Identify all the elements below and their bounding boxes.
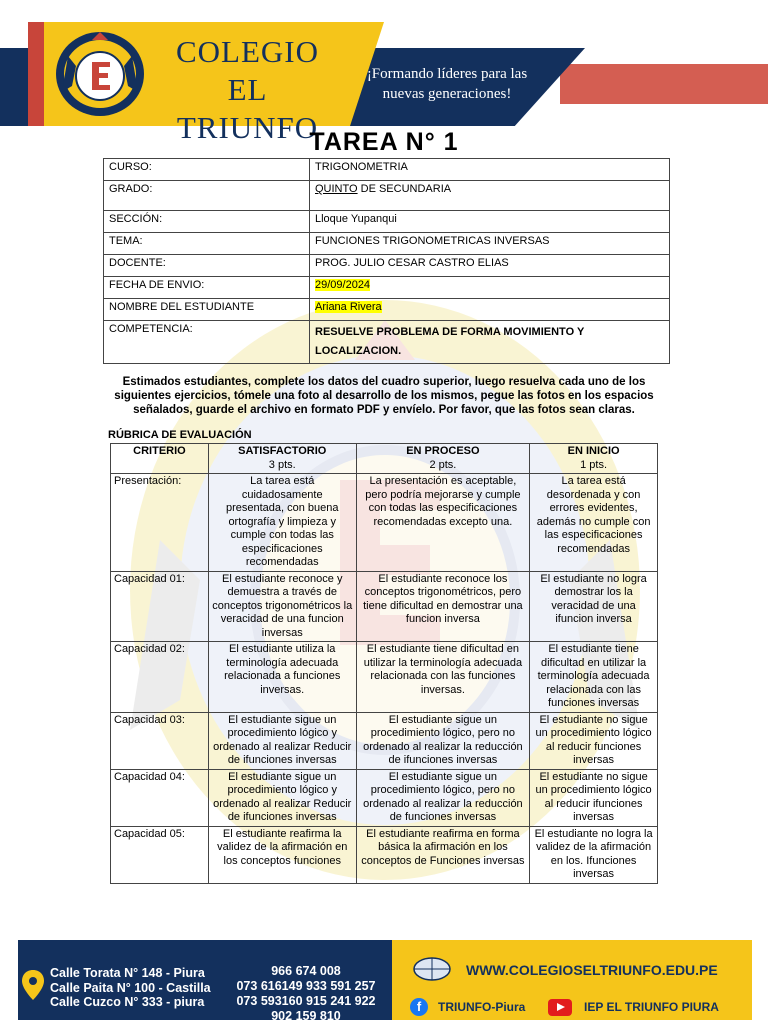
footer-addresses bbox=[50, 966, 211, 1010]
rubric-en-proceso: El estudiante reconoce los conceptos trigonométricos, pero tiene dificultad en demostrar una funcion inversa bbox=[356, 571, 530, 642]
footer-phones bbox=[222, 964, 390, 1024]
phone-line: 073 616149 933 591 257 bbox=[236, 979, 376, 993]
info-label: FECHA DE ENVIO: bbox=[104, 277, 310, 299]
date-value: 29/09/2024 bbox=[315, 279, 371, 291]
info-row-competencia bbox=[104, 321, 670, 364]
facebook-icon[interactable]: f bbox=[410, 998, 428, 1016]
rubric-criterio: Capacidad 01: bbox=[111, 571, 209, 642]
info-value: TRIGONOMETRIA bbox=[310, 159, 670, 181]
info-value bbox=[310, 181, 670, 211]
info-value: PROG. JULIO CESAR CASTRO ELIAS bbox=[310, 255, 670, 277]
info-label: NOMBRE DEL ESTUDIANTE bbox=[104, 299, 310, 321]
page-footer bbox=[0, 932, 768, 1024]
rubric-en-proceso: El estudiante tiene dificultad en utilizar la terminología adecuada relacionada con las funciones inversas. bbox=[356, 642, 530, 713]
info-row-grado bbox=[104, 181, 670, 211]
info-row-seccion bbox=[104, 211, 670, 233]
instructions-paragraph: Estimados estudiantes, complete los datos del cuadro superior, luego resuelva cada uno de los siguientes ejercicios, tómele una foto al desarrollo de los mismos, pegue las fotos en los espacios señalados, guarde el archivo en formato PDF y envíelo. Por favor, que las fotos sean claras. bbox=[114, 376, 654, 416]
address-line: Calle Paita N° 100 - Castilla bbox=[50, 980, 211, 995]
rubric-satisfactorio: El estudiante utiliza la terminología adecuada relacionada a funciones inversas. bbox=[208, 642, 356, 713]
rubric-row bbox=[111, 474, 658, 572]
rubric-en-inicio: El estudiante no logra la validez de la afirmación en los. Ifunciones inversas bbox=[530, 826, 658, 883]
rubric-en-inicio: El estudiante no logra demostrar los la veracidad de una ifuncion inversa bbox=[530, 571, 658, 642]
info-row-estudiante bbox=[104, 299, 670, 321]
rubric-en-proceso: La presentación es aceptable, pero podría mejorarse y cumple con todas las especificaciones recomendadas excepto una. bbox=[356, 474, 530, 572]
rubric-en-inicio: El estudiante tiene dificultad en utilizar la terminología adecuada relacionada con las funciones inversas bbox=[530, 642, 658, 713]
info-row-tema bbox=[104, 233, 670, 255]
rubric-criterio: Presentación: bbox=[111, 474, 209, 572]
info-label: SECCIÓN: bbox=[104, 211, 310, 233]
address-line: Calle Torata N° 148 - Piura bbox=[50, 966, 205, 980]
globe-icon bbox=[412, 956, 452, 982]
youtube-link[interactable]: IEP EL TRIUNFO PIURA bbox=[584, 1000, 719, 1014]
location-pin-icon bbox=[22, 970, 44, 1000]
info-value bbox=[310, 277, 670, 299]
rubric-header-criterio: CRITERIO bbox=[111, 444, 209, 474]
info-label: COMPETENCIA: bbox=[104, 321, 310, 364]
address-line: Calle Cuzco N° 333 - piura bbox=[50, 995, 205, 1009]
info-label: TEMA: bbox=[104, 233, 310, 255]
phone-line: 902 159 810 bbox=[271, 1009, 341, 1023]
document-title: TAREA N° 1 bbox=[309, 128, 459, 156]
info-label: GRADO: bbox=[104, 181, 310, 211]
rubric-table bbox=[110, 443, 658, 884]
rubric-satisfactorio: El estudiante sigue un procedimiento lógico y ordenado al realizar Reducir de ifunciones inversas bbox=[208, 769, 356, 826]
rubric-en-proceso: El estudiante sigue un procedimiento lógico, pero no ordenado al realizar la reducción de funciones inversas bbox=[356, 769, 530, 826]
phone-line: 073 593160 915 241 922 bbox=[236, 994, 376, 1008]
info-value: Lloque Yupanqui bbox=[310, 211, 670, 233]
rubric-en-inicio: El estudiante no sigue un procedimiento lógico al reducir ifunciones inversas bbox=[530, 769, 658, 826]
student-info-table bbox=[103, 158, 670, 364]
rubric-criterio: Capacidad 04: bbox=[111, 769, 209, 826]
rubric-satisfactorio: La tarea está cuidadosamente presentada, con buena ortografía y limpieza y cumple con todas las especificaciones recomendadas bbox=[208, 474, 356, 572]
rubric-satisfactorio: El estudiante reafirma la validez de la afirmación en los conceptos funciones bbox=[208, 826, 356, 883]
rubric-criterio: Capacidad 03: bbox=[111, 712, 209, 769]
info-value: RESUELVE PROBLEMA DE FORMA MOVIMIENTO Y LOCALIZACION. bbox=[310, 321, 670, 364]
header-accent-bar bbox=[560, 64, 768, 104]
school-motto: ¡Formando líderes para las nuevas generaciones! bbox=[366, 66, 528, 102]
rubric-row bbox=[111, 826, 658, 883]
rubric-en-inicio: El estudiante no sigue un procedimiento lógico al reducir funciones inversas bbox=[530, 712, 658, 769]
school-name: COLEGIO EL TRIUNFO bbox=[175, 34, 320, 145]
school-crest-logo bbox=[50, 26, 150, 122]
header-red-stripe bbox=[28, 22, 46, 126]
rubric-title: RÚBRICA DE EVALUACIÓN bbox=[108, 429, 252, 441]
info-label: DOCENTE: bbox=[104, 255, 310, 277]
phone-line: 966 674 008 bbox=[271, 964, 341, 978]
rubric-header-en-inicio: EN INICIO 1 pts. bbox=[530, 444, 658, 474]
rubric-header-row bbox=[111, 444, 658, 474]
rubric-criterio: Capacidad 05: bbox=[111, 826, 209, 883]
info-row-fecha bbox=[104, 277, 670, 299]
rubric-header-satisfactorio: SATISFACTORIO 3 pts. bbox=[208, 444, 356, 474]
info-row-curso bbox=[104, 159, 670, 181]
grade-rest: DE SECUNDARIA bbox=[357, 183, 452, 195]
rubric-criterio: Capacidad 02: bbox=[111, 642, 209, 713]
info-row-docente bbox=[104, 255, 670, 277]
rubric-en-inicio: La tarea está desordenada y con errores evidentes, además no cumple con las especificaciones recomendadas bbox=[530, 474, 658, 572]
rubric-satisfactorio: El estudiante reconoce y demuestra a través de conceptos trigonométricos la veracidad de una funcion inversas bbox=[208, 571, 356, 642]
rubric-row bbox=[111, 712, 658, 769]
info-value: FUNCIONES TRIGONOMETRICAS INVERSAS bbox=[310, 233, 670, 255]
info-label: CURSO: bbox=[104, 159, 310, 181]
grade-underlined: QUINTO bbox=[315, 183, 358, 195]
rubric-en-proceso: El estudiante reafirma en forma básica la afirmación en los conceptos de Funciones inversas bbox=[356, 826, 530, 883]
rubric-en-proceso: El estudiante sigue un procedimiento lógico, pero no ordenado al realizar la reducción de ifunciones inversas bbox=[356, 712, 530, 769]
website-link[interactable]: WWW.COLEGIOSELTRIUNFO.EDU.PE bbox=[466, 962, 718, 978]
rubric-satisfactorio: El estudiante sigue un procedimiento lógico y ordenado al realizar Reducir de ifunciones inversas bbox=[208, 712, 356, 769]
youtube-icon[interactable] bbox=[548, 999, 572, 1016]
rubric-row bbox=[111, 571, 658, 642]
rubric-row bbox=[111, 642, 658, 713]
student-name-value: Ariana Rivera bbox=[315, 301, 382, 313]
info-value bbox=[310, 299, 670, 321]
facebook-link[interactable]: TRIUNFO-Piura bbox=[438, 1000, 526, 1014]
rubric-row bbox=[111, 769, 658, 826]
rubric-header-en-proceso: EN PROCESO 2 pts. bbox=[356, 444, 530, 474]
